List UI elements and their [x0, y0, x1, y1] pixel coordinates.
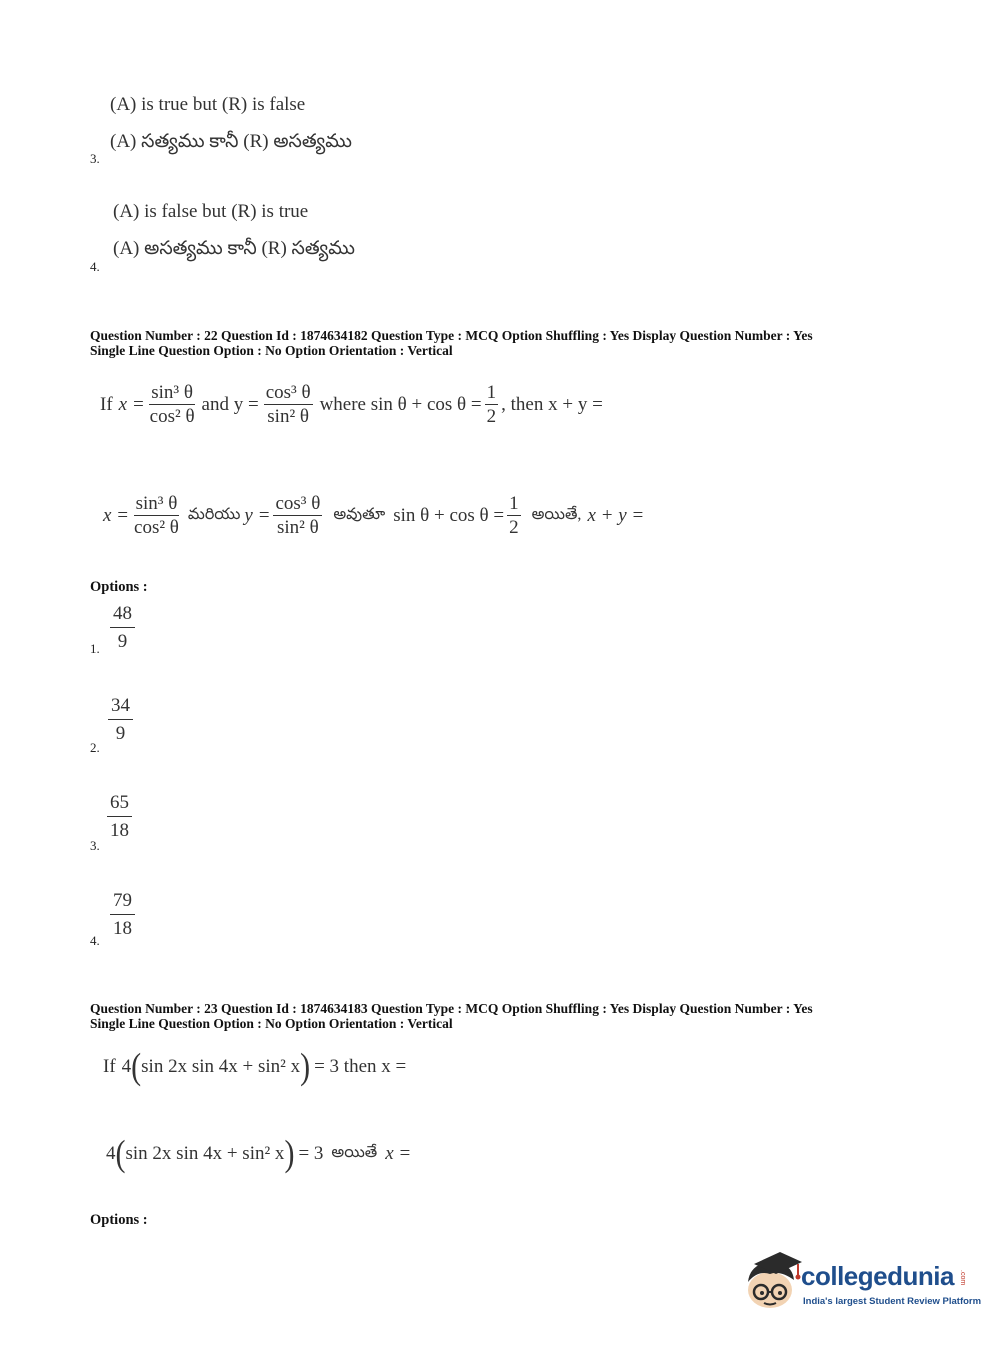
option-4-telugu: (A) అసత్యము కానీ (R) సత్యము — [113, 238, 355, 259]
q22-te-frac2-num: cos³ θ — [275, 493, 321, 514]
q22-option-1-fraction — [110, 603, 135, 653]
question-22-options-label: Options : — [90, 579, 148, 595]
q22-option-2-den: 9 — [115, 723, 126, 744]
question-23-meta-line1: Question Number : 23 Question Id : 1874634183 Question Type : MCQ Option Shuffling : Yes Display Question Number : Yes — [90, 1001, 813, 1016]
q23-te-ayithe: అయితే — [331, 1144, 378, 1161]
q22-te-fraction-half — [507, 493, 521, 538]
q22-option-1-den: 9 — [117, 631, 128, 652]
question-22-meta-line1: Question Number : 22 Question Id : 1874634182 Question Type : MCQ Option Shuffling : Yes Display Question Number : Yes — [90, 328, 813, 343]
q22-option-4-fraction — [110, 890, 135, 940]
collegedunia-logo — [740, 1248, 982, 1318]
q22-te-half-num: 1 — [509, 493, 519, 514]
logo-suffix: .com — [959, 1270, 966, 1286]
q22-te-y-eq: y = — [244, 504, 271, 526]
q22-te-avuthu: అవుతూ — [333, 505, 386, 523]
q22-en-x-eq: x = — [118, 393, 145, 415]
q23-en-rhs: = 3 then x = — [314, 1056, 407, 1077]
q22-te-fraction-y — [273, 493, 322, 538]
option-3-english: (A) is true but (R) is false — [110, 94, 306, 115]
q22-en-frac1-den: cos² θ — [149, 406, 195, 427]
q22-en-if: If — [100, 393, 113, 415]
q22-option-2-fraction — [108, 695, 133, 745]
q22-te-frac1-den: cos² θ — [134, 517, 179, 538]
q23-te-body: sin 2x sin 4x + sin² x — [125, 1143, 285, 1164]
q22-option-3-fraction — [107, 792, 132, 842]
logo-tagline: India's largest Student Review Platform — [803, 1296, 982, 1307]
q22-option-4-den: 18 — [113, 918, 132, 939]
q23-te-right-paren: ) — [284, 1132, 295, 1174]
question-22-meta-line2: Single Line Question Option : No Option Orientation : Vertical — [90, 343, 453, 358]
q22-option-2-number: 2. — [90, 740, 100, 755]
q23-te-rhs: = 3 — [298, 1143, 324, 1164]
q22-te-half-den: 2 — [509, 517, 519, 538]
q22-en-and-y: and y = — [201, 393, 259, 415]
question-23-options-label: Options : — [90, 1212, 148, 1228]
q23-en-if: If — [103, 1056, 116, 1077]
q22-option-3-num: 65 — [107, 792, 132, 817]
q22-te-frac2-den: sin² θ — [277, 517, 319, 538]
question-23-english — [103, 1045, 407, 1087]
q22-en-half-num: 1 — [486, 382, 497, 403]
q23-en-body: sin 2x sin 4x + sin² x — [141, 1056, 301, 1077]
q22-te-mariyu: మరియు — [187, 505, 241, 523]
question-23-telugu — [106, 1132, 412, 1174]
option-4-number: 4. — [90, 259, 100, 274]
q22-te-tail: x + y = — [587, 504, 645, 526]
mascot-icon — [740, 1248, 804, 1312]
q22-en-fraction-x — [148, 382, 197, 427]
q22-option-3-number: 3. — [90, 838, 100, 853]
q23-te-left-paren: ( — [115, 1132, 126, 1174]
q23-te-tail: x = — [385, 1143, 412, 1164]
option-3-telugu: (A) సత్యము కానీ (R) అసత్యము — [110, 131, 352, 152]
q22-option-4-number: 4. — [90, 933, 100, 948]
q23-en-left-paren: ( — [131, 1045, 142, 1087]
q22-en-fraction-y — [264, 382, 313, 427]
q22-option-1-number: 1. — [90, 641, 100, 656]
q23-en-four: 4 — [121, 1056, 132, 1077]
q22-option-1-num: 48 — [110, 603, 135, 628]
q22-te-x-eq: x = — [103, 504, 130, 526]
q22-option-2-num: 34 — [108, 695, 133, 720]
q22-en-where: where sin θ + cos θ = — [319, 393, 482, 415]
logo-name: collegedunia — [801, 1261, 954, 1291]
q22-te-fraction-x — [132, 493, 181, 538]
q23-en-right-paren: ) — [300, 1045, 311, 1087]
q22-en-half-den: 2 — [486, 406, 497, 427]
question-22-english — [100, 382, 603, 427]
q22-te-frac1-num: sin³ θ — [135, 493, 178, 514]
question-22-telugu — [103, 493, 644, 538]
q22-te-ayithe: అయితే, — [531, 505, 582, 523]
q23-te-four: 4 — [106, 1143, 116, 1164]
q22-en-frac2-den: sin² θ — [267, 406, 309, 427]
q22-en-then: , then x + y = — [501, 393, 603, 415]
q22-en-fraction-half — [485, 382, 499, 427]
q22-option-4-num: 79 — [110, 890, 135, 915]
q22-option-3-den: 18 — [110, 820, 129, 841]
q22-te-condition: sin θ + cos θ = — [393, 504, 505, 526]
q22-en-frac1-num: sin³ θ — [151, 382, 193, 403]
question-23-meta-line2: Single Line Question Option : No Option Orientation : Vertical — [90, 1016, 453, 1031]
option-3-number: 3. — [90, 151, 100, 166]
option-4-english: (A) is false but (R) is true — [113, 201, 309, 222]
q22-en-frac2-num: cos³ θ — [265, 382, 311, 403]
